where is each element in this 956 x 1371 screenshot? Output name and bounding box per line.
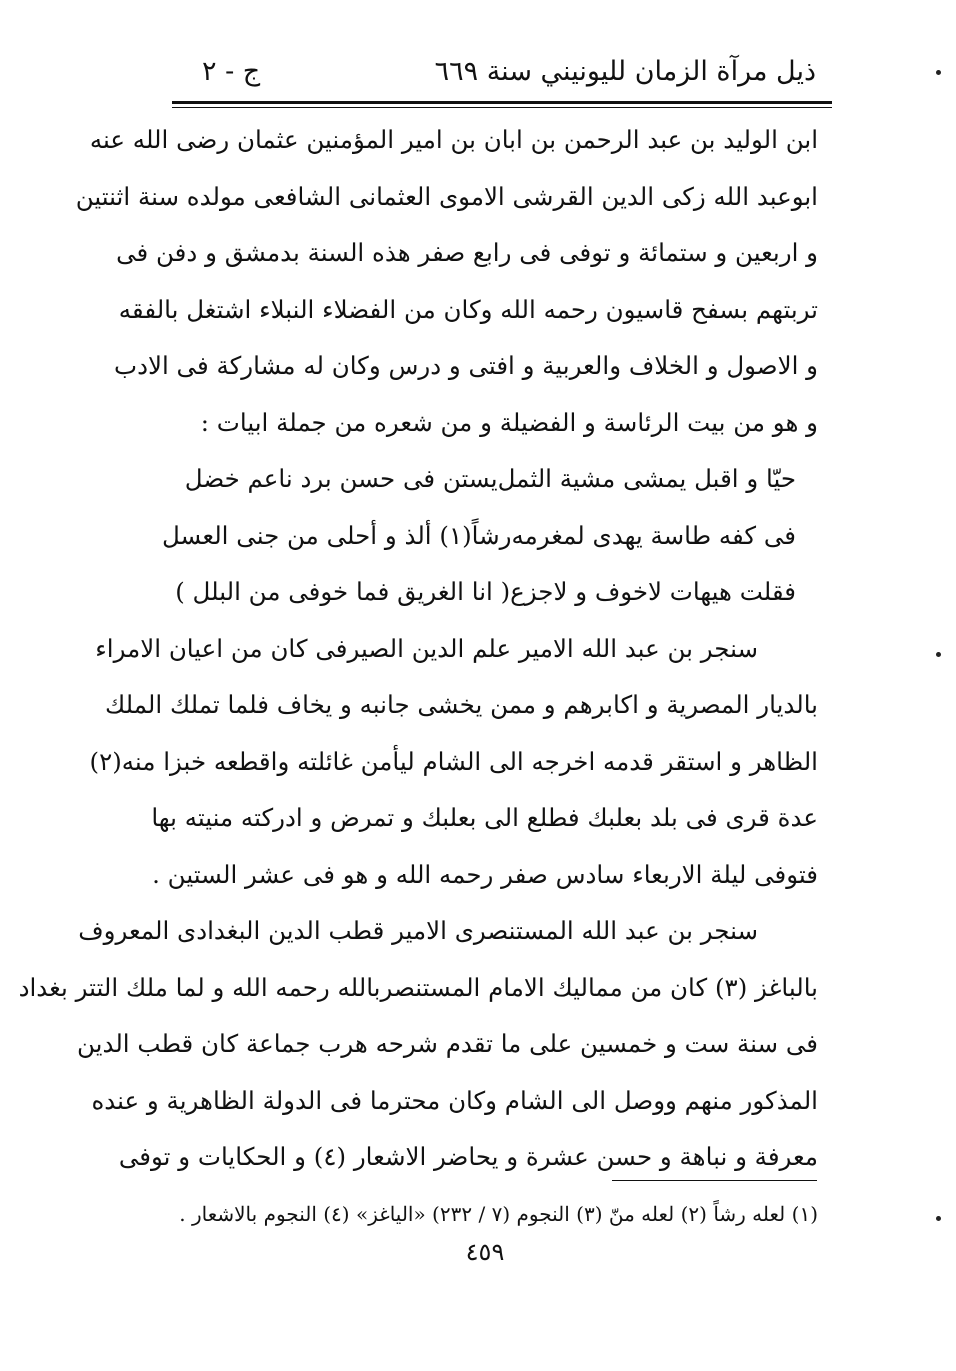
header-rule (172, 101, 832, 104)
text-line: بالباغز (٣) كان من مماليك الامام المستنصربالله رحمه الله و لما ملك التتر بغداد (18, 972, 818, 1002)
text-line: الظاهر و استقر قدمه اخرجه الى الشام ليأمن غائلته واقطعه خبزا منه(٢) (89, 746, 818, 776)
main-text (18, 112, 818, 1186)
margin-dot (936, 652, 941, 657)
poem-verse (175, 564, 818, 621)
text-line: عدة قرى فى بلد بعلبك فطلع الى بعلبك و تمرض و ادركته منيته بها (151, 803, 818, 832)
page-number: ٤٥٩ (465, 1238, 505, 1266)
text-line: ابن الوليد بن عبد الرحمن بن ابان بن امير المؤمنين عثمان رضى الله عنه (89, 125, 818, 154)
header-rule-thin (172, 107, 832, 108)
text-line: المذكور منهم ووصل الى الشام وكان محترما فى الدولة الظاهرية و عنده (91, 1085, 818, 1115)
poem-verse (180, 451, 818, 508)
text-line: و هو من بيت الرئاسة و الفضيلة و من شعره من جملة ابيات : (200, 407, 818, 437)
text-line: ابوعبد الله زكى الدين القرشى الاموى العثمانى الشافعى مولده سنة اثنتين (75, 181, 818, 211)
text-line: سنجر بن عبد الله المستنصرى الامير قطب الدين البغدادى المعروف (78, 916, 758, 945)
verse-second-hemistich: رشاً(١) ألذ و أحلى من جنى العسل (161, 520, 512, 550)
running-header (172, 50, 816, 94)
text-line: معرفة و نباهة و حسن عشرة و يحاضر الاشعار (٤) و الحكايات و توفى (118, 1142, 818, 1171)
verse-second-hemistich: ( انا الغريق فما خوفى من البلل ) (175, 577, 511, 606)
footnote-rule (612, 1180, 817, 1181)
verse-second-hemistich: يستن فى حسن برد ناعم خضل (184, 464, 498, 493)
poem-verse (161, 508, 818, 565)
verse-first-hemistich: فقلت هيهات لاخوف و لاجزع (510, 577, 796, 606)
verse-first-hemistich: فى كفه طاسة يهدى لمغرمه (511, 520, 796, 550)
text-line: فتوفى ليلة الاربعاء سادس صفر رحمه الله و هو فى عشر الستين . (152, 859, 818, 889)
text-line: فى سنة ست و خمسين على ما تقدم شرحه هرب جماعة كان قطب الدين (77, 1029, 818, 1058)
footnotes: (١) لعله رشاً (٢) لعله منّ (٣) النجوم (٧ / ٢٣٢) «الياغز» (٤) النجوم بالاشعار . (179, 1202, 818, 1226)
text-line: سنجر بن عبد الله الامير علم الدين الصيرفى كان من اعيان الامراء (95, 633, 758, 663)
text-line: تربتهم بسفح قاسيون رحمه الله وكان من الفضلاء النبلاء اشتغل بالفقه (118, 294, 818, 324)
text-line: و اربعين و ستمائة و توفى فى رابع صفر هذه السنة بدمشق و دفن فى (116, 238, 818, 267)
header-volume: ج - ٢ (202, 56, 261, 87)
text-line: و الاصول و الخلاف والعربية و افتى و درس وكان له مشاركة فى الادب (114, 351, 818, 380)
verse-first-hemistich: حيّا و اقبل يمشى مشية الثمل (497, 464, 796, 493)
header-title: ذيل مرآة الزمان لليونيني سنة ٦٦٩ (434, 56, 816, 87)
margin-dot (936, 1216, 941, 1221)
text-line: بالديار المصرية و اكابرهم و ممن يخشى جانبه و يخاف فلما تملك الملك (104, 690, 818, 719)
margin-dot (936, 70, 941, 75)
